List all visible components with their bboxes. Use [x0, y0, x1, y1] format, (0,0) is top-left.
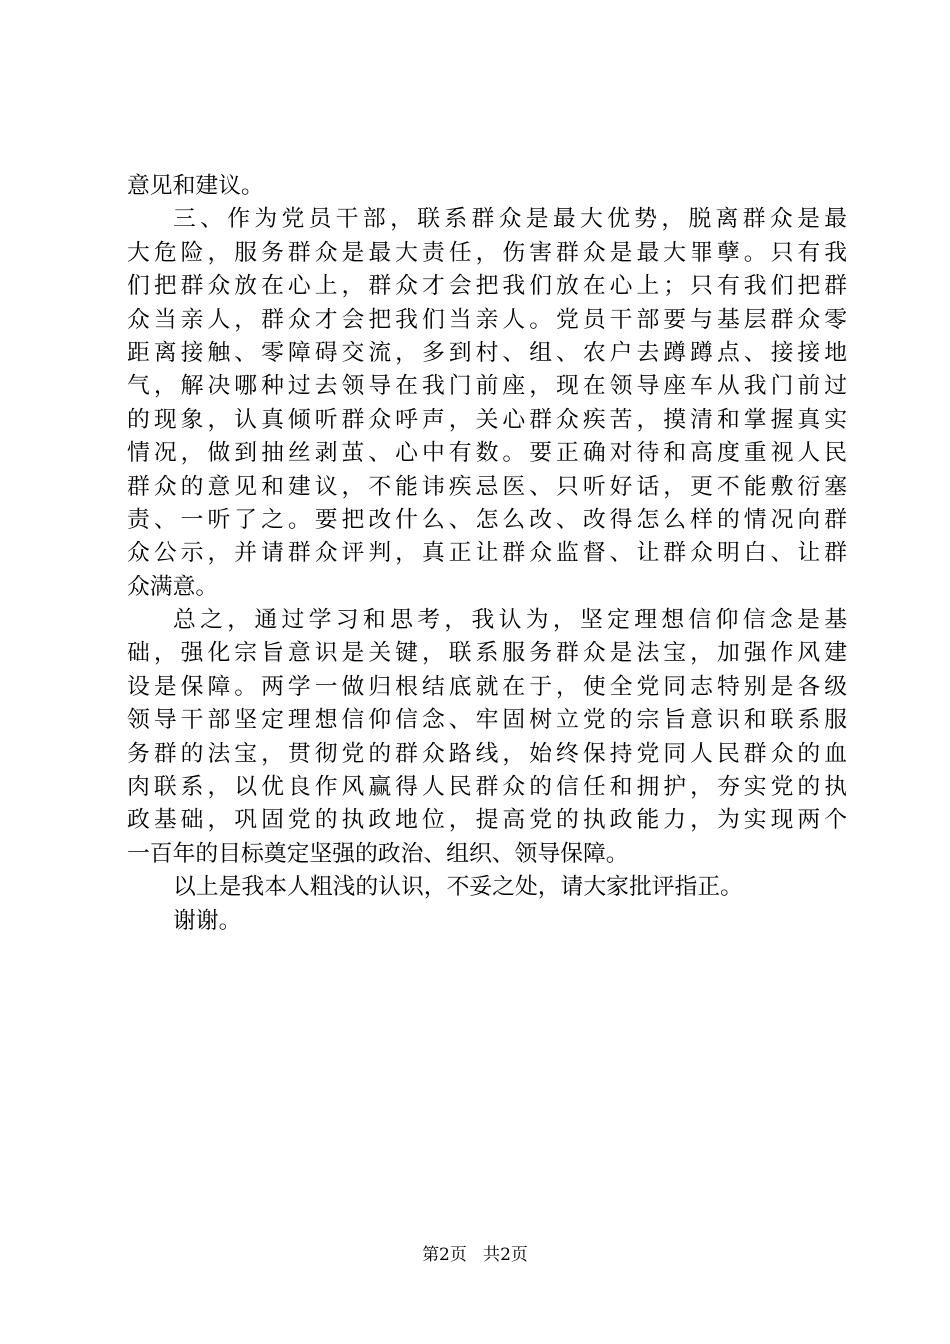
- paragraph-line: 领导干部坚定理想信仰信念、牢固树立党的宗旨意识和联系服: [127, 707, 847, 734]
- paragraph-line: 以上是我本人粗浅的认识，不妥之处，请大家批评指正。: [173, 874, 743, 901]
- paragraph-line: 群众的意见和建议，不能讳疾忌医、只听好话，更不能敷衍塞: [127, 473, 847, 500]
- paragraph-line: 谢谢。: [173, 907, 242, 934]
- page-number: 第2页: [422, 1245, 467, 1265]
- paragraph-line: 础，强化宗旨意识是关键，联系服务群众是法宝，加强作风建: [127, 640, 847, 667]
- paragraph-line: 务群的法宝，贯彻党的群众路线，始终保持党同人民群众的血: [127, 740, 847, 767]
- paragraph-line: 距离接触、零障碍交流，多到村、组、农户去蹲蹲点、接接地: [127, 339, 847, 366]
- paragraph-line: 设是保障。两学一做归根结底就在于，使全党同志特别是各级: [127, 673, 847, 700]
- paragraph-line: 们把群众放在心上，群众才会把我们放在心上；只有我们把群: [127, 273, 847, 300]
- paragraph-line: 肉联系，以优良作风赢得人民群众的信任和拥护，夯实党的执: [127, 774, 847, 801]
- paragraph-line: 意见和建议。: [127, 173, 264, 199]
- paragraph-line: 大危险，服务群众是最大责任，伤害群众是最大罪孽。只有我: [127, 239, 847, 266]
- paragraph-line: 情况，做到抽丝剥茧、心中有数。要正确对待和高度重视人民: [127, 440, 847, 467]
- paragraph-line: 总之，通过学习和思考，我认为，坚定理想信仰信念是基: [173, 607, 847, 634]
- paragraph-line: 政基础，巩固党的执政地位，提高党的执政能力，为实现两个: [127, 807, 847, 834]
- document-body: [127, 170, 847, 938]
- page-total: 共2页: [483, 1245, 528, 1265]
- paragraph-line: 的现象，认真倾听群众呼声，关心群众疾苦，摸清和掌握真实: [127, 406, 847, 433]
- paragraph-line: 众满意。: [127, 573, 219, 600]
- paragraph-line: 气，解决哪种过去领导在我门前座，现在领导座车从我门前过: [127, 373, 847, 400]
- paragraph-line: 责、一听了之。要把改什么、怎么改、改得怎么样的情况向群: [127, 506, 847, 533]
- paragraph-line: 众公示，并请群众评判，真正让群众监督、让群众明白、让群: [127, 540, 847, 567]
- paragraph-line: 三、作为党员干部，联系群众是最大优势，脱离群众是最: [173, 206, 847, 233]
- page-separator: [472, 1245, 477, 1265]
- page-footer: [0, 1245, 950, 1265]
- paragraph-line: 一百年的目标奠定坚强的政治、组织、领导保障。: [127, 840, 629, 867]
- paragraph-line: 众当亲人，群众才会把我们当亲人。党员干部要与基层群众零: [127, 306, 847, 333]
